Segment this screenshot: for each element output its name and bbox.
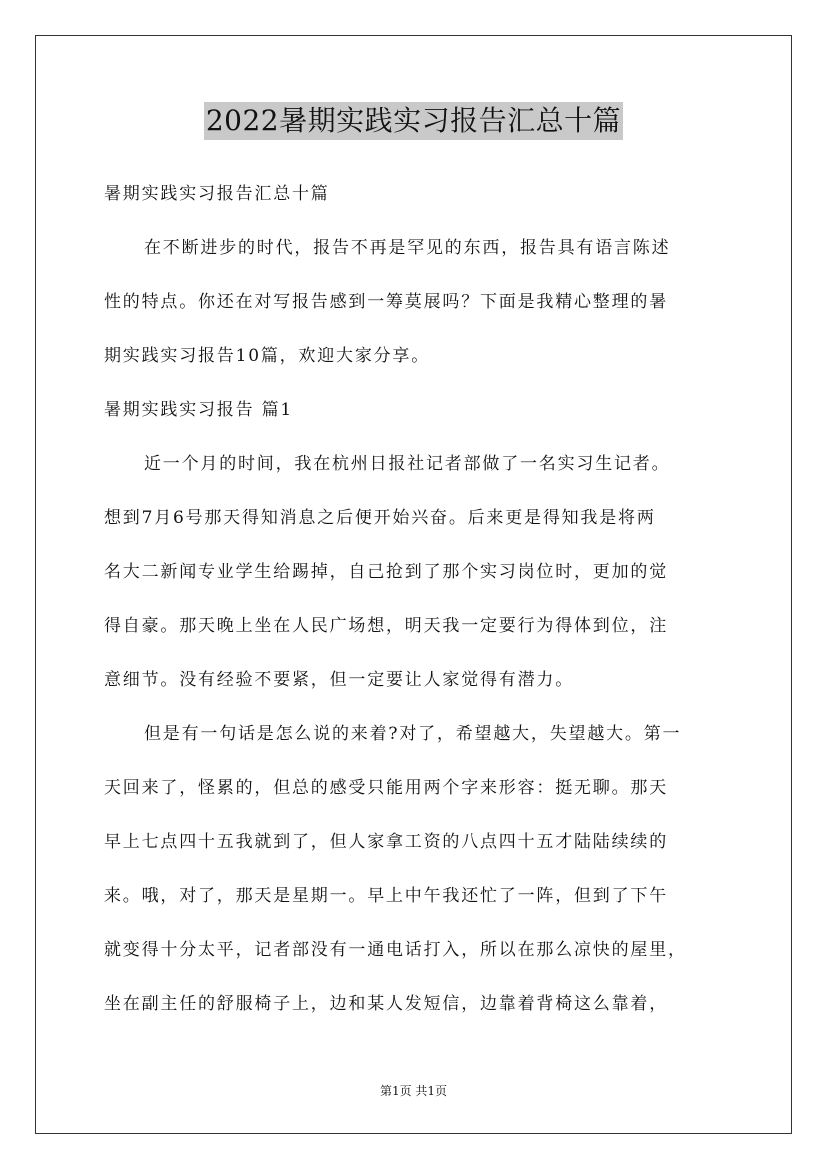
title-container [0, 102, 827, 140]
intro-line: 期实践实习报告10篇，欢迎大家分享。 [104, 346, 431, 366]
paragraph-line: 名大二新闻专业学生给踢掉，自己抢到了那个实习岗位时，更加的觉 [104, 562, 668, 582]
paragraph-line: 坐在副主任的舒服椅子上，边和某人发短信，边靠着背椅这么靠着， [104, 994, 668, 1014]
paragraph-line: 就变得十分太平，记者部没有一通电话打入，所以在那么凉快的屋里， [104, 940, 687, 960]
page-number: 第1页 共1页 [379, 1084, 448, 1098]
page-footer [0, 1082, 827, 1099]
paragraph-line: 早上七点四十五我就到了，但人家拿工资的八点四十五才陆陆续续的 [104, 832, 668, 852]
paragraph-line: 天回来了，怪累的，但总的感受只能用两个字来形容：挺无聊。那天 [104, 778, 668, 798]
paragraph-line: 想到7月6号那天得知消息之后便开始兴奋。后来更是得知我是将两 [104, 508, 656, 528]
subtitle: 暑期实践实习报告汇总十篇 [104, 184, 330, 204]
intro-line: 在不断进步的时代，报告不再是罕见的东西，报告具有语言陈述 [144, 238, 671, 258]
intro-line: 性的特点。你还在对写报告感到一筹莫展吗？下面是我精心整理的暑 [104, 292, 668, 312]
document-title: 2022暑期实践实习报告汇总十篇 [204, 102, 623, 140]
paragraph-line: 但是有一句话是怎么说的来着?对了，希望越大，失望越大。第一 [144, 724, 682, 744]
section-heading: 暑期实践实习报告 篇1 [104, 400, 294, 420]
paragraph-line: 意细节。没有经验不要紧，但一定要让人家觉得有潜力。 [104, 670, 574, 690]
paragraph-line: 得自豪。那天晚上坐在人民广场想，明天我一定要行为得体到位，注 [104, 616, 668, 636]
paragraph-line: 来。哦，对了，那天是星期一。早上中午我还忙了一阵，但到了下午 [104, 886, 668, 906]
paragraph-line: 近一个月的时间，我在杭州日报社记者部做了一名实习生记者。 [144, 454, 671, 474]
